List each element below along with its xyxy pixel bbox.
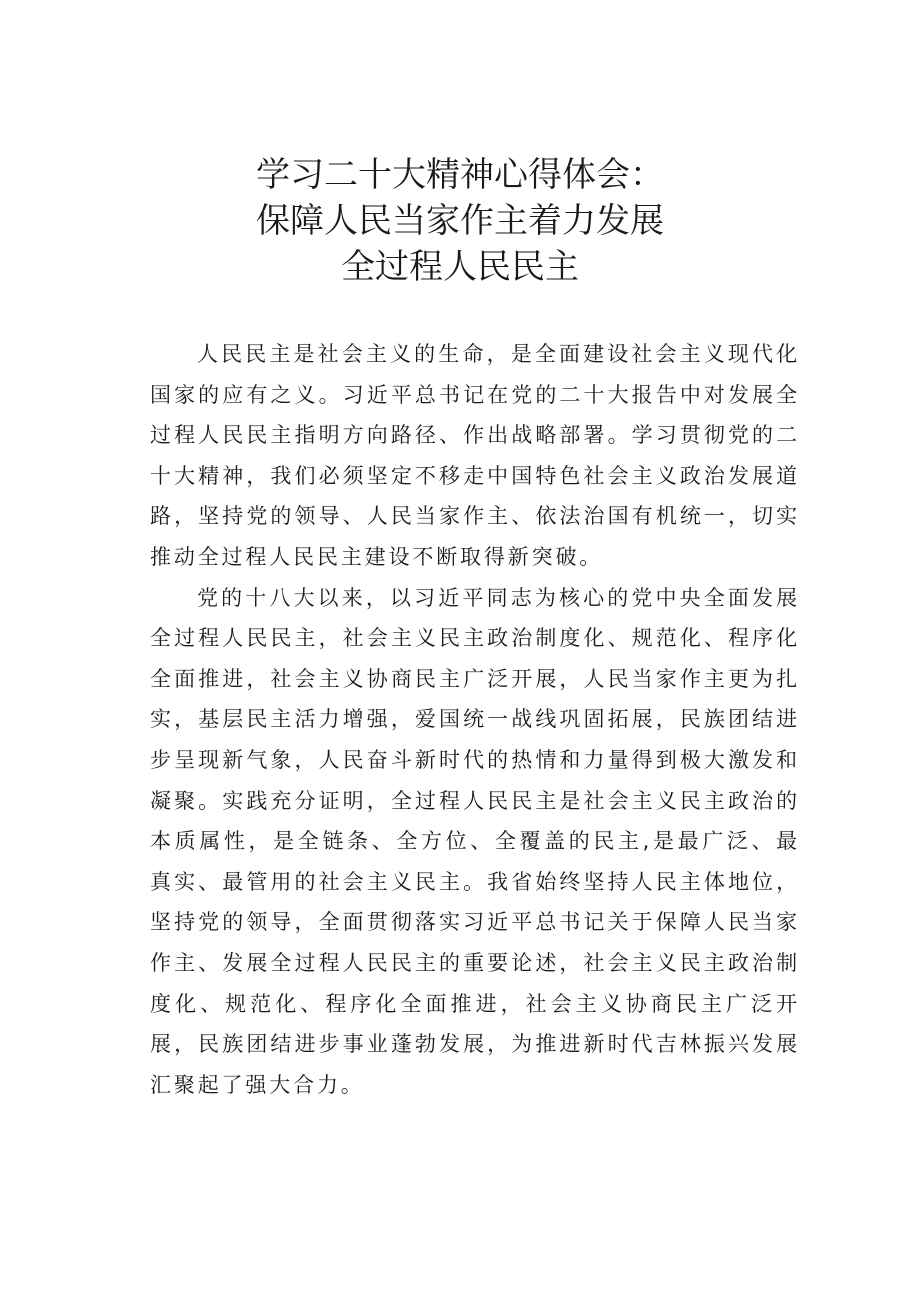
document-body <box>150 334 800 1105</box>
title-line-1: 学习二十大精神心得体会： <box>256 155 664 195</box>
document-title <box>0 152 920 290</box>
title-line-2: 保障人民当家作主着力发展 <box>256 201 664 241</box>
title-line-3: 全过程人民民主 <box>341 247 579 287</box>
paragraph-1: 人民民主是社会主义的生命，是全面建设社会主义现代化国家的应有之义。习近平总书记在党的二十大报告中对发展全过程人民民主指明方向路径、作出战略部署。学习贯彻党的二十大精神，我们必须坚定不移走中国特色社会主义政治发展道路，坚持党的领导、人民当家作主、依法治国有机统一，切实推动全过程人民民主建设不断取得新突破。 <box>150 342 800 569</box>
paragraph-2: 党的十八大以来，以习近平同志为核心的党中央全面发展全过程人民民主，社会主义民主政治制度化、规范化、程序化全面推进，社会主义协商民主广泛开展，人民当家作主更为扎实，基层民主活力增强，爱国统一战线巩固拓展，民族团结进步呈现新气象，人民奋斗新时代的热情和力量得到极大激发和凝聚。实践充分证明，全过程人民民主是社会主义民主政治的本质属性，是全链条、全方位、全覆盖的民主,是最广泛、最真实、最管用的社会主义民主。我省始终坚持人民主体地位，坚持党的领导，全面贯彻落实习近平总书记关于保障人民当家作主、发展全过程人民民主的重要论述，社会主义民主政治制度化、规范化、程序化全面推进，社会主义协商民主广泛开展，民族团结进步事业蓬勃发展，为推进新时代吉林振兴发展汇聚起了强大合力。 <box>150 585 800 1097</box>
